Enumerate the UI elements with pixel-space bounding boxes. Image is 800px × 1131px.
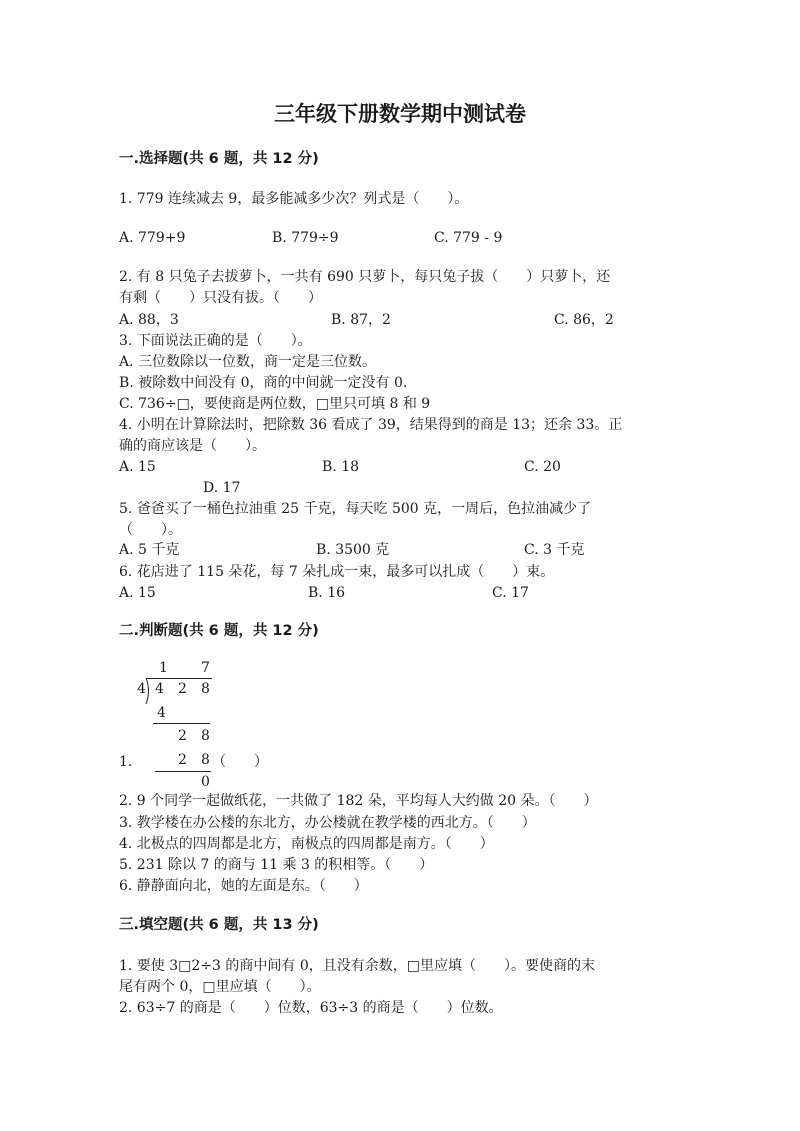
q1-2-option-b: B. 87，2 bbox=[331, 312, 391, 328]
question-2-1-number: 1. bbox=[119, 754, 133, 770]
section-heading-fill: 三.填空题(共 6 题，共 13 分) bbox=[119, 917, 319, 933]
question-2-6-text: 6. 静静面向北，她的左面是东。（ ） bbox=[119, 878, 368, 894]
step-digit: 2 bbox=[178, 728, 187, 744]
q1-4-option-b: B. 18 bbox=[322, 459, 360, 475]
q1-1-option-a: A. 779+9 bbox=[119, 230, 186, 246]
step-digit: 2 bbox=[178, 752, 187, 768]
q1-5-option-b: B. 3500 克 bbox=[316, 542, 390, 558]
step-digit: 8 bbox=[201, 728, 210, 744]
question-1-2-line2: 有剩（ ）只没有拔。（ ） bbox=[119, 290, 322, 306]
subtraction-line bbox=[153, 723, 210, 724]
q1-4-option-c: C. 20 bbox=[524, 459, 561, 475]
q1-5-option-c: C. 3 千克 bbox=[524, 542, 585, 558]
question-2-5-text: 5. 231 除以 7 的商与 11 乘 3 的积相等。（ ） bbox=[119, 857, 434, 873]
question-2-3-text: 3. 教学楼在办公楼的东北方，办公楼就在教学楼的西北方。（ ） bbox=[119, 815, 536, 831]
quotient-digit: 1 bbox=[159, 660, 168, 676]
subtraction-line bbox=[155, 771, 211, 772]
question-1-1-text: 1. 779 连续减去 9，最多能减多少次？列式是（ ）。 bbox=[119, 191, 469, 207]
section-heading-judgement: 二.判断题(共 6 题，共 12 分) bbox=[119, 623, 319, 639]
remainder: 0 bbox=[201, 774, 210, 790]
q1-2-option-a: A. 88，3 bbox=[119, 312, 179, 328]
question-2-1-paren: （ ） bbox=[212, 754, 268, 770]
dividend-digit: 2 bbox=[178, 681, 187, 697]
q1-6-option-b: B. 16 bbox=[308, 585, 346, 601]
q1-6-option-a: A. 15 bbox=[119, 585, 156, 601]
question-1-2-line1: 2. 有 8 只兔子去拔萝卜，一共有 690 只萝卜，每只兔子拔（ ）只萝卜，还 bbox=[119, 269, 611, 285]
quotient-digit: 7 bbox=[201, 660, 210, 676]
divisor: 4 bbox=[137, 681, 146, 697]
step-digit: 4 bbox=[157, 705, 166, 721]
section-heading-choice: 一.选择题(共 6 题，共 12 分) bbox=[119, 151, 319, 167]
question-2-2-text: 2. 9 个同学一起做纸花，一共做了 182 朵，平均每人大约做 20 朵。（ ） bbox=[119, 793, 598, 809]
q1-5-option-a: A. 5 千克 bbox=[119, 542, 180, 558]
question-1-4-line1: 4. 小明在计算除法时，把除数 36 看成了 39，结果得到的商是 13；还余 33。正 bbox=[119, 417, 623, 433]
question-1-5-line1: 5. 爸爸买了一桶色拉油重 25 千克，每天吃 500 克，一周后，色拉油减少了 bbox=[119, 501, 592, 517]
dividend-digit: 8 bbox=[201, 681, 210, 697]
q1-4-option-d: D. 17 bbox=[203, 480, 241, 496]
question-2-4-text: 4. 北极点的四周都是北方，南极点的四周都是南方。（ ） bbox=[119, 836, 494, 852]
q1-3-option-b: B. 被除数中间没有 0，商的中间就一定没有 0. bbox=[119, 375, 408, 391]
q1-1-option-c: C. 779 - 9 bbox=[434, 230, 503, 246]
question-1-4-line2: 确的商应该是（ ）。 bbox=[119, 438, 266, 454]
question-1-6-text: 6. 花店进了 115 朵花，每 7 朵扎成一束，最多可以扎成（ ）束。 bbox=[119, 564, 555, 580]
question-1-3-text: 3. 下面说法正确的是（ ）。 bbox=[119, 333, 312, 349]
question-3-1-line2: 尾有两个 0，□里应填（ ）。 bbox=[119, 979, 321, 995]
question-1-5-line2: （ ）。 bbox=[119, 522, 182, 538]
q1-2-option-c: C. 86，2 bbox=[554, 312, 614, 328]
q1-1-option-b: B. 779÷9 bbox=[272, 230, 339, 246]
dividend-digit: 4 bbox=[155, 681, 164, 697]
division-bracket bbox=[143, 678, 153, 704]
q1-4-option-a: A. 15 bbox=[119, 459, 156, 475]
q1-6-option-c: C. 17 bbox=[492, 585, 529, 601]
q1-3-option-c: C. 736÷□，要使商是两位数，□里只可填 8 和 9 bbox=[119, 396, 431, 412]
question-3-2-text: 2. 63÷7 的商是（ ）位数，63÷3 的商是（ ）位数。 bbox=[119, 1000, 503, 1016]
division-bar bbox=[147, 678, 212, 679]
page-title: 三年级下册数学期中测试卷 bbox=[274, 101, 526, 126]
question-3-1-line1: 1. 要使 3□2÷3 的商中间有 0，且没有余数，□里应填（ ）。要使商的末 bbox=[119, 958, 595, 974]
q1-3-option-a: A. 三位数除以一位数，商一定是三位数。 bbox=[119, 354, 377, 370]
step-digit: 8 bbox=[201, 752, 210, 768]
